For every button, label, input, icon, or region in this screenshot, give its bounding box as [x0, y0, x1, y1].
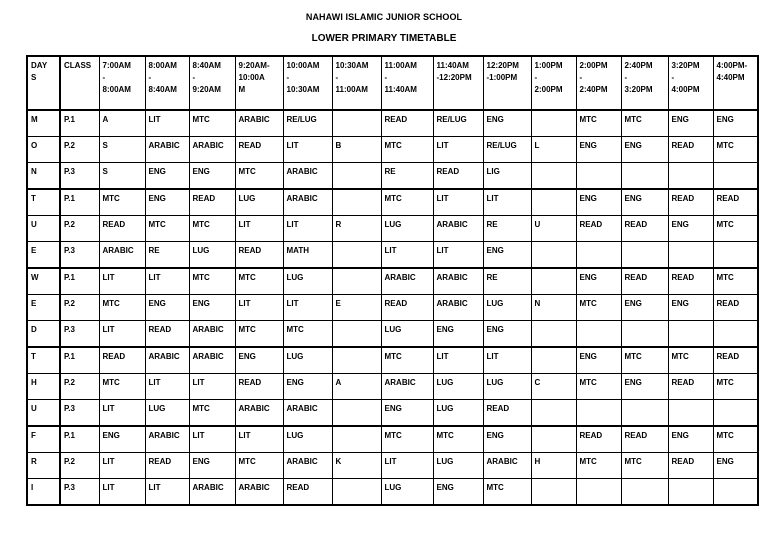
subject-cell: ENG	[668, 426, 713, 453]
subject-cell: B	[332, 137, 381, 163]
subject-cell: RE	[381, 163, 433, 190]
subject-cell: ENG	[99, 426, 145, 453]
day-letter-cell: R	[27, 453, 60, 479]
column-header-time: 11:40AM -12:20PM	[433, 56, 483, 110]
timetable-body	[27, 110, 758, 505]
subject-cell: ARABIC	[145, 137, 189, 163]
table-row	[27, 268, 758, 295]
subject-cell	[576, 163, 621, 190]
table-row	[27, 426, 758, 453]
timetable	[26, 55, 759, 506]
day-letter-cell: N	[27, 163, 60, 190]
day-letter-cell: F	[27, 426, 60, 453]
subject-cell	[531, 163, 576, 190]
subject-cell: LUG	[483, 374, 531, 400]
subject-cell: LIT	[145, 268, 189, 295]
subject-cell	[713, 163, 758, 190]
subject-cell: READ	[668, 189, 713, 216]
class-cell: P.2	[60, 216, 99, 242]
subject-cell: READ	[621, 426, 668, 453]
subject-cell: RE/LUG	[283, 110, 332, 137]
column-header-time: 2:00PM - 2:40PM	[576, 56, 621, 110]
subject-cell: LIT	[283, 295, 332, 321]
subject-cell: MTC	[713, 268, 758, 295]
table-row	[27, 479, 758, 506]
subject-cell: MTC	[433, 426, 483, 453]
subject-cell: RE/LUG	[433, 110, 483, 137]
table-row	[27, 321, 758, 348]
subject-cell	[576, 321, 621, 348]
day-letter-cell: I	[27, 479, 60, 506]
subject-cell: ENG	[483, 110, 531, 137]
subject-cell	[332, 189, 381, 216]
subject-cell: MTC	[189, 110, 235, 137]
subject-cell: MTC	[713, 426, 758, 453]
subject-cell: MTC	[189, 216, 235, 242]
class-cell: P.1	[60, 110, 99, 137]
subject-cell: ENG	[576, 347, 621, 374]
subject-cell: ENG	[189, 453, 235, 479]
subject-cell	[332, 163, 381, 190]
subject-cell: MTC	[283, 321, 332, 348]
subject-cell: MTC	[189, 268, 235, 295]
class-cell: P.1	[60, 347, 99, 374]
table-row	[27, 163, 758, 190]
subject-cell: READ	[576, 216, 621, 242]
class-cell: P.3	[60, 321, 99, 348]
subject-cell: ENG	[145, 189, 189, 216]
subject-cell: LUG	[381, 479, 433, 506]
subject-cell: LUG	[381, 216, 433, 242]
subject-cell: MTC	[621, 453, 668, 479]
column-header-day: DAY S	[27, 56, 60, 110]
day-letter-cell: H	[27, 374, 60, 400]
class-cell: P.2	[60, 453, 99, 479]
subject-cell: LUG	[381, 321, 433, 348]
subject-cell: LIT	[99, 479, 145, 506]
subject-cell	[332, 426, 381, 453]
column-header-time: 8:00AM - 8:40AM	[145, 56, 189, 110]
subject-cell: MATH	[283, 242, 332, 269]
column-header-time: 3:20PM - 4:00PM	[668, 56, 713, 110]
table-row	[27, 110, 758, 137]
subject-cell: READ	[668, 137, 713, 163]
subject-cell: ENG	[621, 295, 668, 321]
subject-cell: LIT	[145, 374, 189, 400]
day-letter-cell: E	[27, 242, 60, 269]
subject-cell: LIT	[433, 242, 483, 269]
subject-cell: MTC	[576, 110, 621, 137]
column-header-time: 10:30AM - 11:00AM	[332, 56, 381, 110]
subject-cell: ENG	[713, 110, 758, 137]
subject-cell: READ	[621, 216, 668, 242]
subject-cell: MTC	[381, 426, 433, 453]
subject-cell	[668, 400, 713, 427]
subject-cell	[576, 479, 621, 506]
table-row	[27, 216, 758, 242]
subject-cell	[332, 347, 381, 374]
column-header-time: 9:20AM- 10:00A M	[235, 56, 283, 110]
subject-cell: MTC	[381, 347, 433, 374]
subject-cell: MTC	[621, 347, 668, 374]
subject-cell: READ	[713, 295, 758, 321]
subject-cell: ENG	[483, 321, 531, 348]
subject-cell: READ	[235, 374, 283, 400]
subject-cell: LUG	[283, 347, 332, 374]
subject-cell: READ	[483, 400, 531, 427]
day-letter-cell: U	[27, 216, 60, 242]
class-cell: P.3	[60, 400, 99, 427]
subject-cell: READ	[713, 347, 758, 374]
subject-cell: S	[99, 137, 145, 163]
table-row	[27, 189, 758, 216]
subject-cell: LIT	[483, 347, 531, 374]
subject-cell	[621, 400, 668, 427]
subject-cell: ARABIC	[433, 268, 483, 295]
subject-cell: LUG	[235, 189, 283, 216]
subject-cell	[531, 426, 576, 453]
subject-cell: LIT	[189, 374, 235, 400]
subject-cell: ENG	[621, 189, 668, 216]
subject-cell: MTC	[235, 453, 283, 479]
column-header-time: 1:00PM - 2:00PM	[531, 56, 576, 110]
subject-cell: C	[531, 374, 576, 400]
subject-cell: ENG	[189, 295, 235, 321]
subject-cell	[576, 400, 621, 427]
subject-cell: R	[332, 216, 381, 242]
subject-cell	[621, 321, 668, 348]
subject-cell: ENG	[668, 110, 713, 137]
class-cell: P.3	[60, 479, 99, 506]
subject-cell: MTC	[189, 400, 235, 427]
subject-cell: ARABIC	[189, 137, 235, 163]
subject-cell: MTC	[576, 295, 621, 321]
subject-cell: ENG	[621, 374, 668, 400]
subject-cell: LUG	[189, 242, 235, 269]
subject-cell: LIT	[283, 216, 332, 242]
subject-cell	[531, 110, 576, 137]
table-row	[27, 347, 758, 374]
subject-cell	[668, 163, 713, 190]
class-cell: P.1	[60, 268, 99, 295]
day-letter-cell: U	[27, 400, 60, 427]
timetable-header	[27, 56, 758, 110]
subject-cell: ENG	[576, 137, 621, 163]
class-cell: P.2	[60, 374, 99, 400]
subject-cell: A	[332, 374, 381, 400]
subject-cell: LIT	[235, 426, 283, 453]
subject-cell: MTC	[576, 453, 621, 479]
school-name: NAHAWI ISLAMIC JUNIOR SCHOOL	[305, 12, 463, 22]
subject-cell: LIT	[145, 479, 189, 506]
subject-cell: ENG	[483, 242, 531, 269]
day-letter-cell: D	[27, 321, 60, 348]
subject-cell: ARABIC	[235, 400, 283, 427]
subject-cell: READ	[621, 268, 668, 295]
column-header-class: CLASS	[60, 56, 99, 110]
subject-cell: LUG	[433, 453, 483, 479]
subject-cell: ENG	[483, 426, 531, 453]
subject-cell	[531, 347, 576, 374]
subject-cell: ARABIC	[283, 163, 332, 190]
column-header-time: 12:20PM -1:00PM	[483, 56, 531, 110]
day-letter-cell: O	[27, 137, 60, 163]
class-cell: P.3	[60, 242, 99, 269]
subject-cell: ARABIC	[235, 479, 283, 506]
subject-cell	[332, 479, 381, 506]
subject-cell: LIT	[433, 189, 483, 216]
subject-cell: READ	[713, 189, 758, 216]
subject-cell: READ	[99, 216, 145, 242]
subject-cell: MTC	[381, 137, 433, 163]
day-letter-cell: T	[27, 347, 60, 374]
subject-cell: ARABIC	[145, 426, 189, 453]
subject-cell: ENG	[621, 137, 668, 163]
subject-cell: READ	[145, 453, 189, 479]
subject-cell: LIT	[433, 137, 483, 163]
subject-cell: L	[531, 137, 576, 163]
subject-cell	[713, 400, 758, 427]
subject-cell: LUG	[433, 374, 483, 400]
subject-cell: LIT	[145, 110, 189, 137]
subject-cell: READ	[235, 242, 283, 269]
subject-cell: ENG	[235, 347, 283, 374]
subject-cell: LUG	[283, 426, 332, 453]
subject-cell: READ	[668, 374, 713, 400]
class-cell: P.2	[60, 295, 99, 321]
subject-cell: ENG	[713, 453, 758, 479]
table-row	[27, 453, 758, 479]
subject-cell: U	[531, 216, 576, 242]
timetable-title: LOWER PRIMARY TIMETABLE	[311, 33, 457, 44]
subject-cell	[531, 321, 576, 348]
column-header-time: 4:00PM- 4:40PM	[713, 56, 758, 110]
subject-cell	[531, 189, 576, 216]
subject-cell: ENG	[433, 479, 483, 506]
column-header-time: 8:40AM - 9:20AM	[189, 56, 235, 110]
subject-cell	[713, 321, 758, 348]
subject-cell	[332, 321, 381, 348]
day-letter-cell: T	[27, 189, 60, 216]
column-header-time: 2:40PM - 3:20PM	[621, 56, 668, 110]
subject-cell	[531, 242, 576, 269]
subject-cell: ARABIC	[189, 321, 235, 348]
subject-cell: LUG	[145, 400, 189, 427]
subject-cell	[531, 400, 576, 427]
subject-cell: RE	[483, 216, 531, 242]
subject-cell: MTC	[621, 110, 668, 137]
subject-cell	[576, 242, 621, 269]
subject-cell: MTC	[668, 347, 713, 374]
subject-cell: READ	[235, 137, 283, 163]
day-letter-cell: E	[27, 295, 60, 321]
subject-cell	[332, 268, 381, 295]
day-letter-cell: W	[27, 268, 60, 295]
subject-cell: READ	[381, 295, 433, 321]
subject-cell: ARABIC	[283, 189, 332, 216]
subject-cell	[621, 242, 668, 269]
subject-cell: READ	[433, 163, 483, 190]
subject-cell: ENG	[433, 321, 483, 348]
subject-cell: MTC	[235, 321, 283, 348]
class-cell: P.1	[60, 189, 99, 216]
subject-cell: LIT	[283, 137, 332, 163]
header-row	[27, 56, 758, 110]
subject-cell: ENG	[668, 216, 713, 242]
subject-cell	[713, 242, 758, 269]
subject-cell: ENG	[668, 295, 713, 321]
subject-cell: ENG	[381, 400, 433, 427]
subject-cell: LIT	[99, 321, 145, 348]
subject-cell: MTC	[99, 374, 145, 400]
subject-cell: ARABIC	[99, 242, 145, 269]
subject-cell: ARABIC	[283, 453, 332, 479]
subject-cell	[531, 479, 576, 506]
column-header-time: 11:00AM - 11:40AM	[381, 56, 433, 110]
subject-cell: READ	[189, 189, 235, 216]
subject-cell: MTC	[99, 295, 145, 321]
table-row	[27, 374, 758, 400]
subject-cell: A	[99, 110, 145, 137]
subject-cell: LIG	[483, 163, 531, 190]
table-row	[27, 137, 758, 163]
subject-cell: ARABIC	[381, 374, 433, 400]
subject-cell: READ	[576, 426, 621, 453]
subject-cell	[621, 163, 668, 190]
subject-cell: LIT	[235, 216, 283, 242]
subject-cell: ARABIC	[433, 295, 483, 321]
subject-cell: ENG	[189, 163, 235, 190]
subject-cell: ENG	[576, 268, 621, 295]
subject-cell: ENG	[283, 374, 332, 400]
subject-cell: S	[99, 163, 145, 190]
subject-cell: LIT	[99, 268, 145, 295]
subject-cell: ARABIC	[483, 453, 531, 479]
subject-cell: READ	[99, 347, 145, 374]
class-cell: P.2	[60, 137, 99, 163]
subject-cell: LIT	[99, 453, 145, 479]
subject-cell: LIT	[381, 453, 433, 479]
subject-cell: LIT	[189, 426, 235, 453]
subject-cell	[621, 479, 668, 506]
subject-cell: MTC	[576, 374, 621, 400]
subject-cell: LIT	[433, 347, 483, 374]
subject-cell: K	[332, 453, 381, 479]
subject-cell: ARABIC	[145, 347, 189, 374]
table-row	[27, 400, 758, 427]
subject-cell: LIT	[235, 295, 283, 321]
subject-cell: MTC	[145, 216, 189, 242]
subject-cell: ARABIC	[235, 110, 283, 137]
subject-cell: RE	[145, 242, 189, 269]
subject-cell: READ	[668, 268, 713, 295]
subject-cell: ARABIC	[189, 347, 235, 374]
subject-cell: MTC	[99, 189, 145, 216]
subject-cell: RE/LUG	[483, 137, 531, 163]
subject-cell: LIT	[99, 400, 145, 427]
subject-cell: ENG	[145, 295, 189, 321]
subject-cell: LUG	[433, 400, 483, 427]
subject-cell: MTC	[713, 137, 758, 163]
subject-cell: MTC	[713, 216, 758, 242]
class-cell: P.3	[60, 163, 99, 190]
subject-cell: READ	[145, 321, 189, 348]
subject-cell	[668, 242, 713, 269]
subject-cell	[332, 242, 381, 269]
subject-cell: E	[332, 295, 381, 321]
subject-cell	[531, 268, 576, 295]
class-cell: P.1	[60, 426, 99, 453]
subject-cell: READ	[668, 453, 713, 479]
subject-cell: LIT	[483, 189, 531, 216]
subject-cell: LIT	[381, 242, 433, 269]
column-header-time: 10:00AM - 10:30AM	[283, 56, 332, 110]
subject-cell: ARABIC	[433, 216, 483, 242]
subject-cell: H	[531, 453, 576, 479]
subject-cell: MTC	[235, 163, 283, 190]
subject-cell	[713, 479, 758, 506]
subject-cell: ENG	[145, 163, 189, 190]
subject-cell: READ	[381, 110, 433, 137]
subject-cell	[668, 479, 713, 506]
subject-cell: MTC	[483, 479, 531, 506]
subject-cell: LUG	[483, 295, 531, 321]
subject-cell: LUG	[283, 268, 332, 295]
column-header-time: 7:00AM - 8:00AM	[99, 56, 145, 110]
subject-cell: MTC	[713, 374, 758, 400]
subject-cell: RE	[483, 268, 531, 295]
subject-cell: ENG	[576, 189, 621, 216]
subject-cell: ARABIC	[381, 268, 433, 295]
subject-cell: MTC	[235, 268, 283, 295]
subject-cell: ARABIC	[283, 400, 332, 427]
table-row	[27, 295, 758, 321]
day-letter-cell: M	[27, 110, 60, 137]
subject-cell	[332, 110, 381, 137]
subject-cell: READ	[283, 479, 332, 506]
subject-cell: N	[531, 295, 576, 321]
table-row	[27, 242, 758, 269]
subject-cell	[332, 400, 381, 427]
subject-cell: MTC	[381, 189, 433, 216]
subject-cell: ARABIC	[189, 479, 235, 506]
subject-cell	[668, 321, 713, 348]
